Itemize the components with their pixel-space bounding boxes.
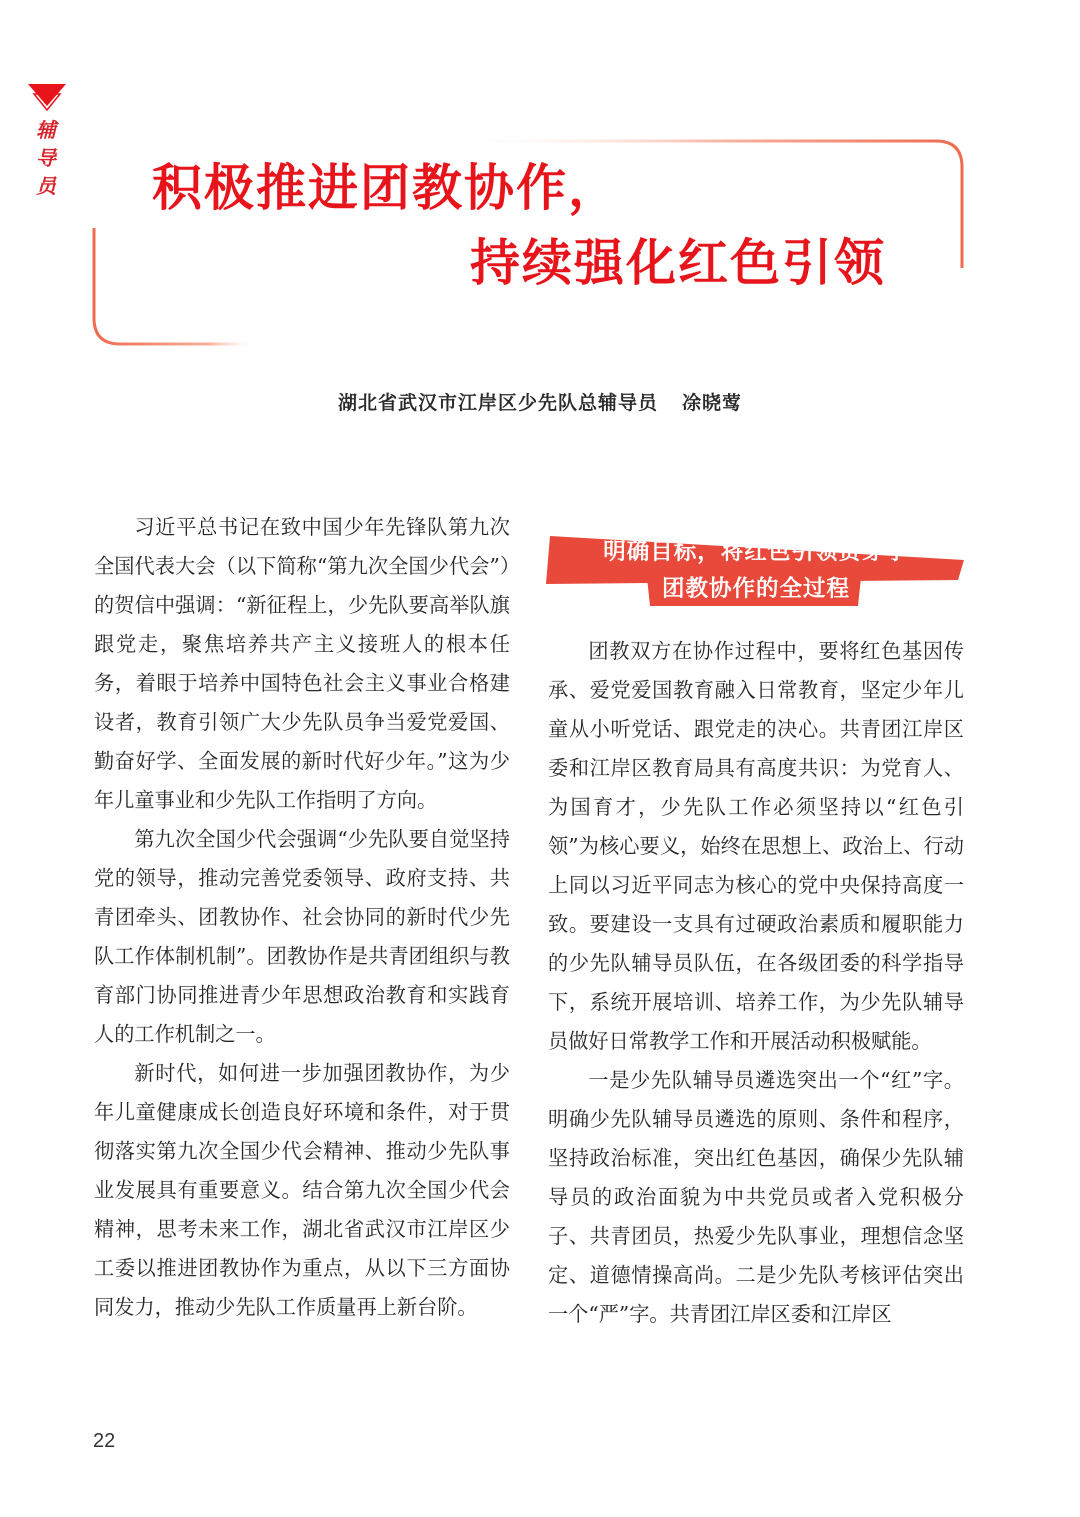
section-label: 辅导员	[36, 118, 56, 198]
left-column	[94, 508, 510, 1327]
paragraph: 习近平总书记在致中国少年先锋队第九次全国代表大会（以下简称“第九次全国少代会”）的贺信中强调：“新征程上，少先队要高举队旗跟党走，聚焦培养共产主义接班人的根本任务，着眼于培养中国特色社会主义事业合格建设者，教育引领广大少先队员争当爱党爱国、勤奋好学、全面发展的新时代好少年。”这为少年儿童事业和少先队工作指明了方向。	[94, 515, 510, 812]
subheading-text	[546, 534, 966, 608]
page-number: 22	[93, 1430, 116, 1452]
subheading-line-1: 明确目标，将红色引领贯穿于	[603, 539, 909, 565]
red-triangle-marker-icon	[28, 84, 66, 114]
subheading-line-2: 团教协作的全过程	[661, 576, 850, 602]
article-title-line-2: 持续强化红色引领	[470, 234, 886, 292]
article-title-line-1: 积极推进团教协作，	[152, 159, 620, 217]
subheading-banner	[546, 530, 966, 612]
right-column	[548, 632, 964, 1334]
paragraph: 团教双方在协作过程中，要将红色基因传承、爱党爱国教育融入日常教育，坚定少年儿童从小听党话、跟党走的决心。共青团江岸区委和江岸区教育局具有高度共识：为党育人、为国育才，少先队工作必须坚持以“红色引领”为核心要义，始终在思想上、政治上、行动上同以习近平同志为核心的党中央保持高度一致。要建设一支具有过硬政治素质和履职能力的少先队辅导员队伍，在各级团委的科学指导下，系统开展培训、培养工作，为少先队辅导员做好日常教学工作和开展活动积极赋能。	[548, 639, 964, 1053]
paragraph: 第九次全国少代会强调“少先队要自觉坚持党的领导，推动完善党委领导、政府支持、共青团牵头、团教协作、社会协同的新时代少先队工作体制机制”。团教协作是共青团组织与教育部门协同推进青少年思想政治教育和实践育人的工作机制之一。	[94, 827, 510, 1046]
paragraph: 一是少先队辅导员遴选突出一个“红”字。明确少先队辅导员遴选的原则、条件和程序，坚持政治标准，突出红色基因，确保少先队辅导员的政治面貌为中共党员或者入党积极分子、共青团员，热爱少先队事业，理想信念坚定、道德情操高尚。二是少先队考核评估突出一个“严”字。共青团江岸区委和江岸区	[548, 1068, 964, 1326]
author-name: 凃晓莺	[682, 392, 743, 414]
author-affiliation: 湖北省武汉市江岸区少先队总辅导员	[337, 392, 658, 414]
paragraph: 新时代，如何进一步加强团教协作，为少年儿童健康成长创造良好环境和条件，对于贯彻落实第九次全国少代会精神、推动少先队事业发展具有重要意义。结合第九次全国少代会精神，思考未来工作，湖北省武汉市江岸区少工委以推进团教协作为重点，从以下三方面协同发力，推动少先队工作质量再上新台阶。	[94, 1061, 510, 1319]
byline	[0, 388, 1080, 418]
